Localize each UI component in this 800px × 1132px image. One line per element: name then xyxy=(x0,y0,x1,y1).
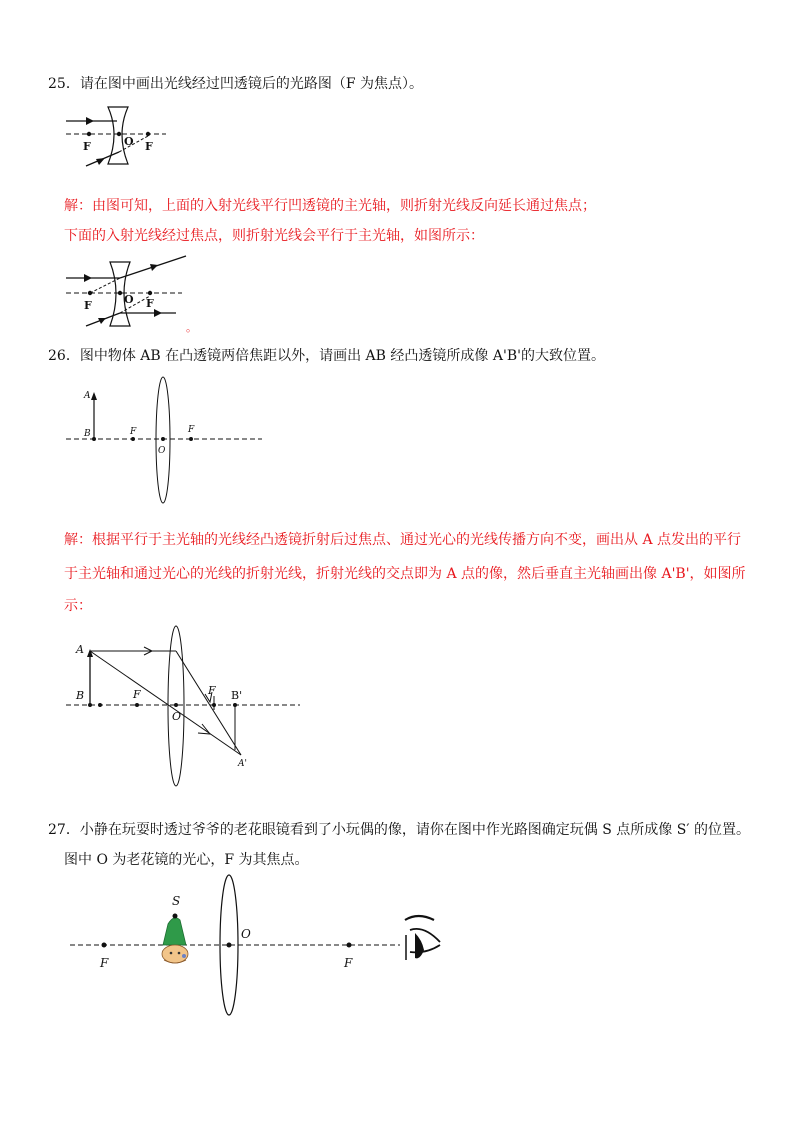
eye-icon xyxy=(405,916,440,960)
q25-solution-line1: 解：由图可知，上面的入射光线平行凹透镜的主光轴，则折射光线反向延长通过焦点； xyxy=(64,198,596,214)
q26s-label-f-left: F xyxy=(133,688,141,701)
q27-label-s: S xyxy=(172,894,181,908)
q25s-label-o: O xyxy=(124,293,134,306)
q25-label-o: O xyxy=(124,135,134,148)
q27-text-line2: 图中 O 为老花镜的光心，F 为其焦点。 xyxy=(64,852,309,868)
q26-label-f-left: F xyxy=(130,427,137,437)
q26-text: 26．图中物体 AB 在凸透镜两倍焦距以外，请画出 AB 经凸透镜所成像 A'B'的大致位置。 xyxy=(48,348,605,364)
q26-solution-line3: 示： xyxy=(64,598,92,614)
q27-label-f-right: F xyxy=(344,956,353,970)
q25-label-f-left: F xyxy=(83,140,91,153)
q26-label-o: O xyxy=(158,446,166,456)
q27-focus-right-point xyxy=(347,943,352,948)
q26s-label-a-prime: A' xyxy=(238,759,247,769)
q26s-label-b-prime: B' xyxy=(231,689,243,702)
q26-label-a: A xyxy=(84,391,91,401)
q26-solution-line1: 解：根据平行于主光轴的光线经凸透镜折射后过焦点、通过光心的光线传播方向不变，画出从 A 点发出的平行 xyxy=(64,532,742,548)
q26s-label-a: A xyxy=(76,643,84,656)
q26s-label-b: B xyxy=(76,689,85,702)
q25-label-f-right: F xyxy=(145,140,153,153)
q25s-period: 。 xyxy=(186,321,197,334)
q26s-label-o: O xyxy=(172,710,182,723)
q26-label-f-right: F xyxy=(188,425,195,435)
q25-solution-line2: 下面的入射光线经过焦点，则折射光线会平行于主光轴，如图所示： xyxy=(64,228,484,244)
q27-point-s xyxy=(173,914,178,919)
q25s-label-f-left: F xyxy=(84,299,92,312)
doll-icon xyxy=(162,914,188,964)
q27-text-line1: 27．小静在玩耍时透过爷爷的老花眼镜看到了小玩偶的像，请你在图中作光路图确定玩偶 S 点所成像 S′ 的位置。 xyxy=(48,822,750,838)
q26s-label-f-right: F xyxy=(208,684,216,697)
q27-label-f-left: F xyxy=(100,956,109,970)
q25s-label-f-right: F xyxy=(146,297,154,310)
q26-solution-line2: 于主光轴和通过光心的光线的折射光线，折射光线的交点即为 A 点的像，然后垂直主光轴画出像 A'B'，如图所 xyxy=(64,566,746,582)
q26-label-b: B xyxy=(84,429,91,439)
q27-focus-left-point xyxy=(102,943,107,948)
q25-text: 25．请在图中画出光线经过凹透镜后的光路图（F 为焦点）。 xyxy=(48,76,423,92)
q27-label-o: O xyxy=(241,927,251,941)
q27-optical-center-point xyxy=(227,943,232,948)
